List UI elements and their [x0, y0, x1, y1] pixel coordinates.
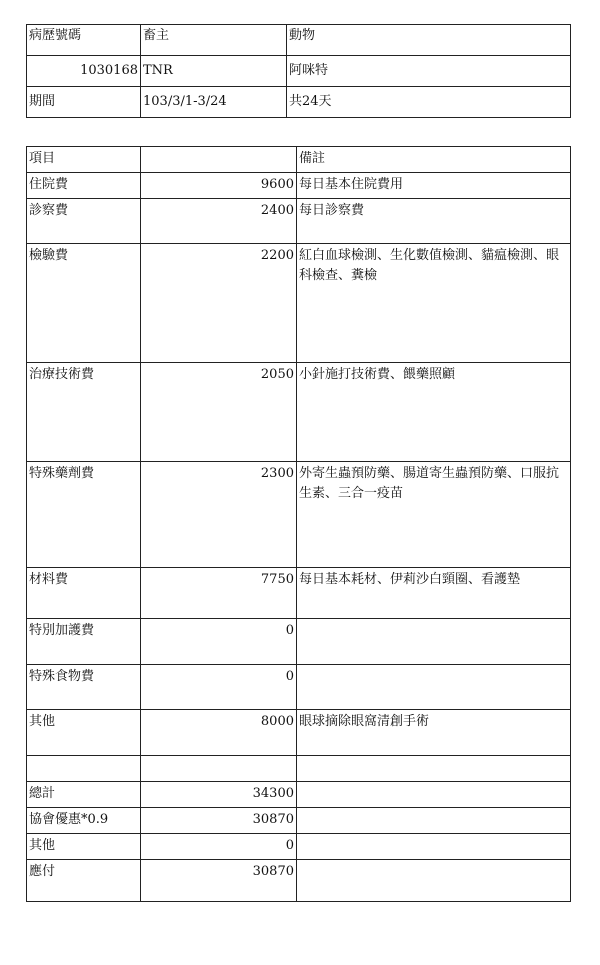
fee-note	[297, 808, 571, 834]
fee-amount: 2050	[141, 363, 297, 462]
fee-note: 每日診察費	[297, 199, 571, 244]
fee-row-other-adjustment	[27, 834, 571, 860]
fee-amount: 0	[141, 665, 297, 710]
fee-row-blank	[27, 756, 571, 782]
header-label-row	[27, 25, 571, 56]
fee-note: 小針施打技術費、餵藥照顧	[297, 363, 571, 462]
days-value: 共24天	[287, 87, 571, 118]
amount-column-header	[141, 147, 297, 173]
fee-item: 住院費	[27, 173, 141, 199]
fee-row-other	[27, 710, 571, 756]
period-label: 期間	[27, 87, 141, 118]
fee-row-treatment	[27, 363, 571, 462]
animal-value: 阿咪特	[287, 56, 571, 87]
total-label: 總計	[27, 782, 141, 808]
fee-item: 治療技術費	[27, 363, 141, 462]
fee-note	[297, 665, 571, 710]
fee-amount: 2200	[141, 244, 297, 363]
fee-row-intensive-care	[27, 619, 571, 665]
fee-row-discount	[27, 808, 571, 834]
fee-note: 外寄生蟲預防藥、腸道寄生蟲預防藥、口服抗生素、三合一疫苗	[297, 462, 571, 568]
other-adjustment-amount: 0	[141, 834, 297, 860]
amount-due-label: 應付	[27, 860, 141, 902]
fee-note	[297, 782, 571, 808]
header-period-row	[27, 87, 571, 118]
fee-item: 診察費	[27, 199, 141, 244]
fee-note	[297, 834, 571, 860]
fee-item: 材料費	[27, 568, 141, 619]
discount-amount: 30870	[141, 808, 297, 834]
record-no-label: 病歷號碼	[27, 25, 141, 56]
fee-item: 特殊食物費	[27, 665, 141, 710]
owner-label: 畜主	[141, 25, 287, 56]
record-header-table	[26, 24, 571, 118]
fee-row-special-food	[27, 665, 571, 710]
fee-row-amount-due	[27, 860, 571, 902]
fee-header-row	[27, 147, 571, 173]
fee-item	[27, 756, 141, 782]
fee-row-hospitalization	[27, 173, 571, 199]
fee-row-consultation	[27, 199, 571, 244]
fee-row-lab-tests	[27, 244, 571, 363]
discount-label: 協會優惠*0.9	[27, 808, 141, 834]
fee-item: 特殊藥劑費	[27, 462, 141, 568]
amount-due-value: 30870	[141, 860, 297, 902]
fee-note	[297, 619, 571, 665]
fee-row-materials	[27, 568, 571, 619]
fee-table	[26, 146, 571, 902]
fee-row-total	[27, 782, 571, 808]
owner-value: TNR	[141, 56, 287, 87]
fee-amount: 0	[141, 619, 297, 665]
fee-amount: 9600	[141, 173, 297, 199]
fee-note: 每日基本耗材、伊莉沙白頸圈、看護墊	[297, 568, 571, 619]
fee-amount	[141, 756, 297, 782]
fee-item: 檢驗費	[27, 244, 141, 363]
fee-note	[297, 860, 571, 902]
fee-item: 特別加護費	[27, 619, 141, 665]
item-column-header: 項目	[27, 147, 141, 173]
fee-note: 紅白血球檢測、生化數值檢測、貓瘟檢測、眼科檢查、糞檢	[297, 244, 571, 363]
fee-amount: 8000	[141, 710, 297, 756]
fee-amount: 2300	[141, 462, 297, 568]
header-value-row	[27, 56, 571, 87]
fee-note	[297, 756, 571, 782]
fee-item: 其他	[27, 710, 141, 756]
fee-amount: 2400	[141, 199, 297, 244]
fee-note: 每日基本住院費用	[297, 173, 571, 199]
period-value: 103/3/1-3/24	[141, 87, 287, 118]
fee-amount: 7750	[141, 568, 297, 619]
fee-row-special-medication	[27, 462, 571, 568]
note-column-header: 備註	[297, 147, 571, 173]
other-adjustment-label: 其他	[27, 834, 141, 860]
total-amount: 34300	[141, 782, 297, 808]
fee-note: 眼球摘除眼窩清創手術	[297, 710, 571, 756]
animal-label: 動物	[287, 25, 571, 56]
record-no-value: 1030168	[27, 56, 141, 87]
